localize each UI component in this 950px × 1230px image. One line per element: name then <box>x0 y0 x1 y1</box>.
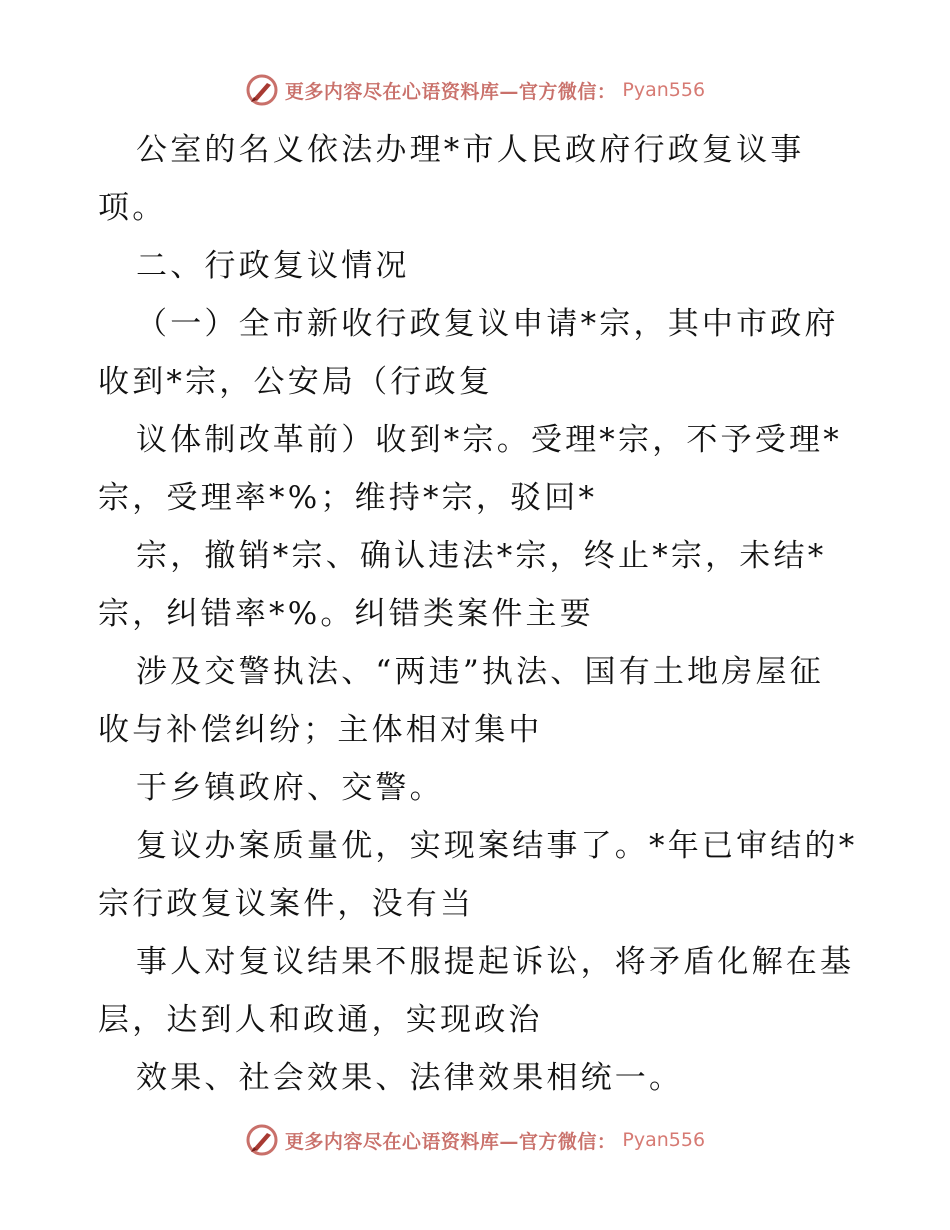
text-line: （一）全市新收行政复议申请*宗，其中市政府 <box>136 306 839 342</box>
wechat-id: Pyan556 <box>622 1129 706 1151</box>
section-heading: 二、行政复议情况 <box>136 248 410 284</box>
text-line: 公室的名义依法办理*市人民政府行政复议事 <box>136 132 805 168</box>
watermark-text: 更多内容尽在心语资料库—官方微信： <box>284 1130 617 1153</box>
text-line: 宗，纠错率*%。纠错类案件主要 <box>98 596 594 632</box>
text-line: 效果、社会效果、法律效果相统一。 <box>136 1060 684 1096</box>
footer-watermark-banner <box>0 1120 950 1160</box>
text-line: 宗，撤销*宗、确认违法*宗，终止*宗，未结* <box>136 538 827 574</box>
text-line: 收与补偿纠纷；主体相对集中 <box>98 712 543 748</box>
text-line: 收到*宗，公安局（行政复 <box>98 364 493 400</box>
wechat-id: Pyan556 <box>622 79 706 101</box>
text-line: 项。 <box>98 190 167 226</box>
brush-pen-logo-icon <box>245 1123 279 1157</box>
text-line: 于乡镇政府、交警。 <box>136 770 444 806</box>
text-line: 宗行政复议案件，没有当 <box>98 886 475 922</box>
text-line: 宗，受理率*%；维持*宗，驳回* <box>98 480 598 516</box>
text-line: 层，达到人和政通，实现政治 <box>98 1002 543 1038</box>
watermark-text: 更多内容尽在心语资料库—官方微信： <box>284 80 617 103</box>
header-watermark-banner <box>0 70 950 110</box>
brush-pen-logo-icon <box>245 73 279 107</box>
text-line: 复议办案质量优，实现案结事了。*年已审结的* <box>136 828 858 864</box>
text-line: 事人对复议结果不服提起诉讼，将矛盾化解在基 <box>136 944 855 980</box>
text-line: 涉及交警执法、“两违”执法、国有土地房屋征 <box>136 654 824 690</box>
text-line: 议体制改革前）收到*宗。受理*宗，不予受理* <box>136 422 842 458</box>
